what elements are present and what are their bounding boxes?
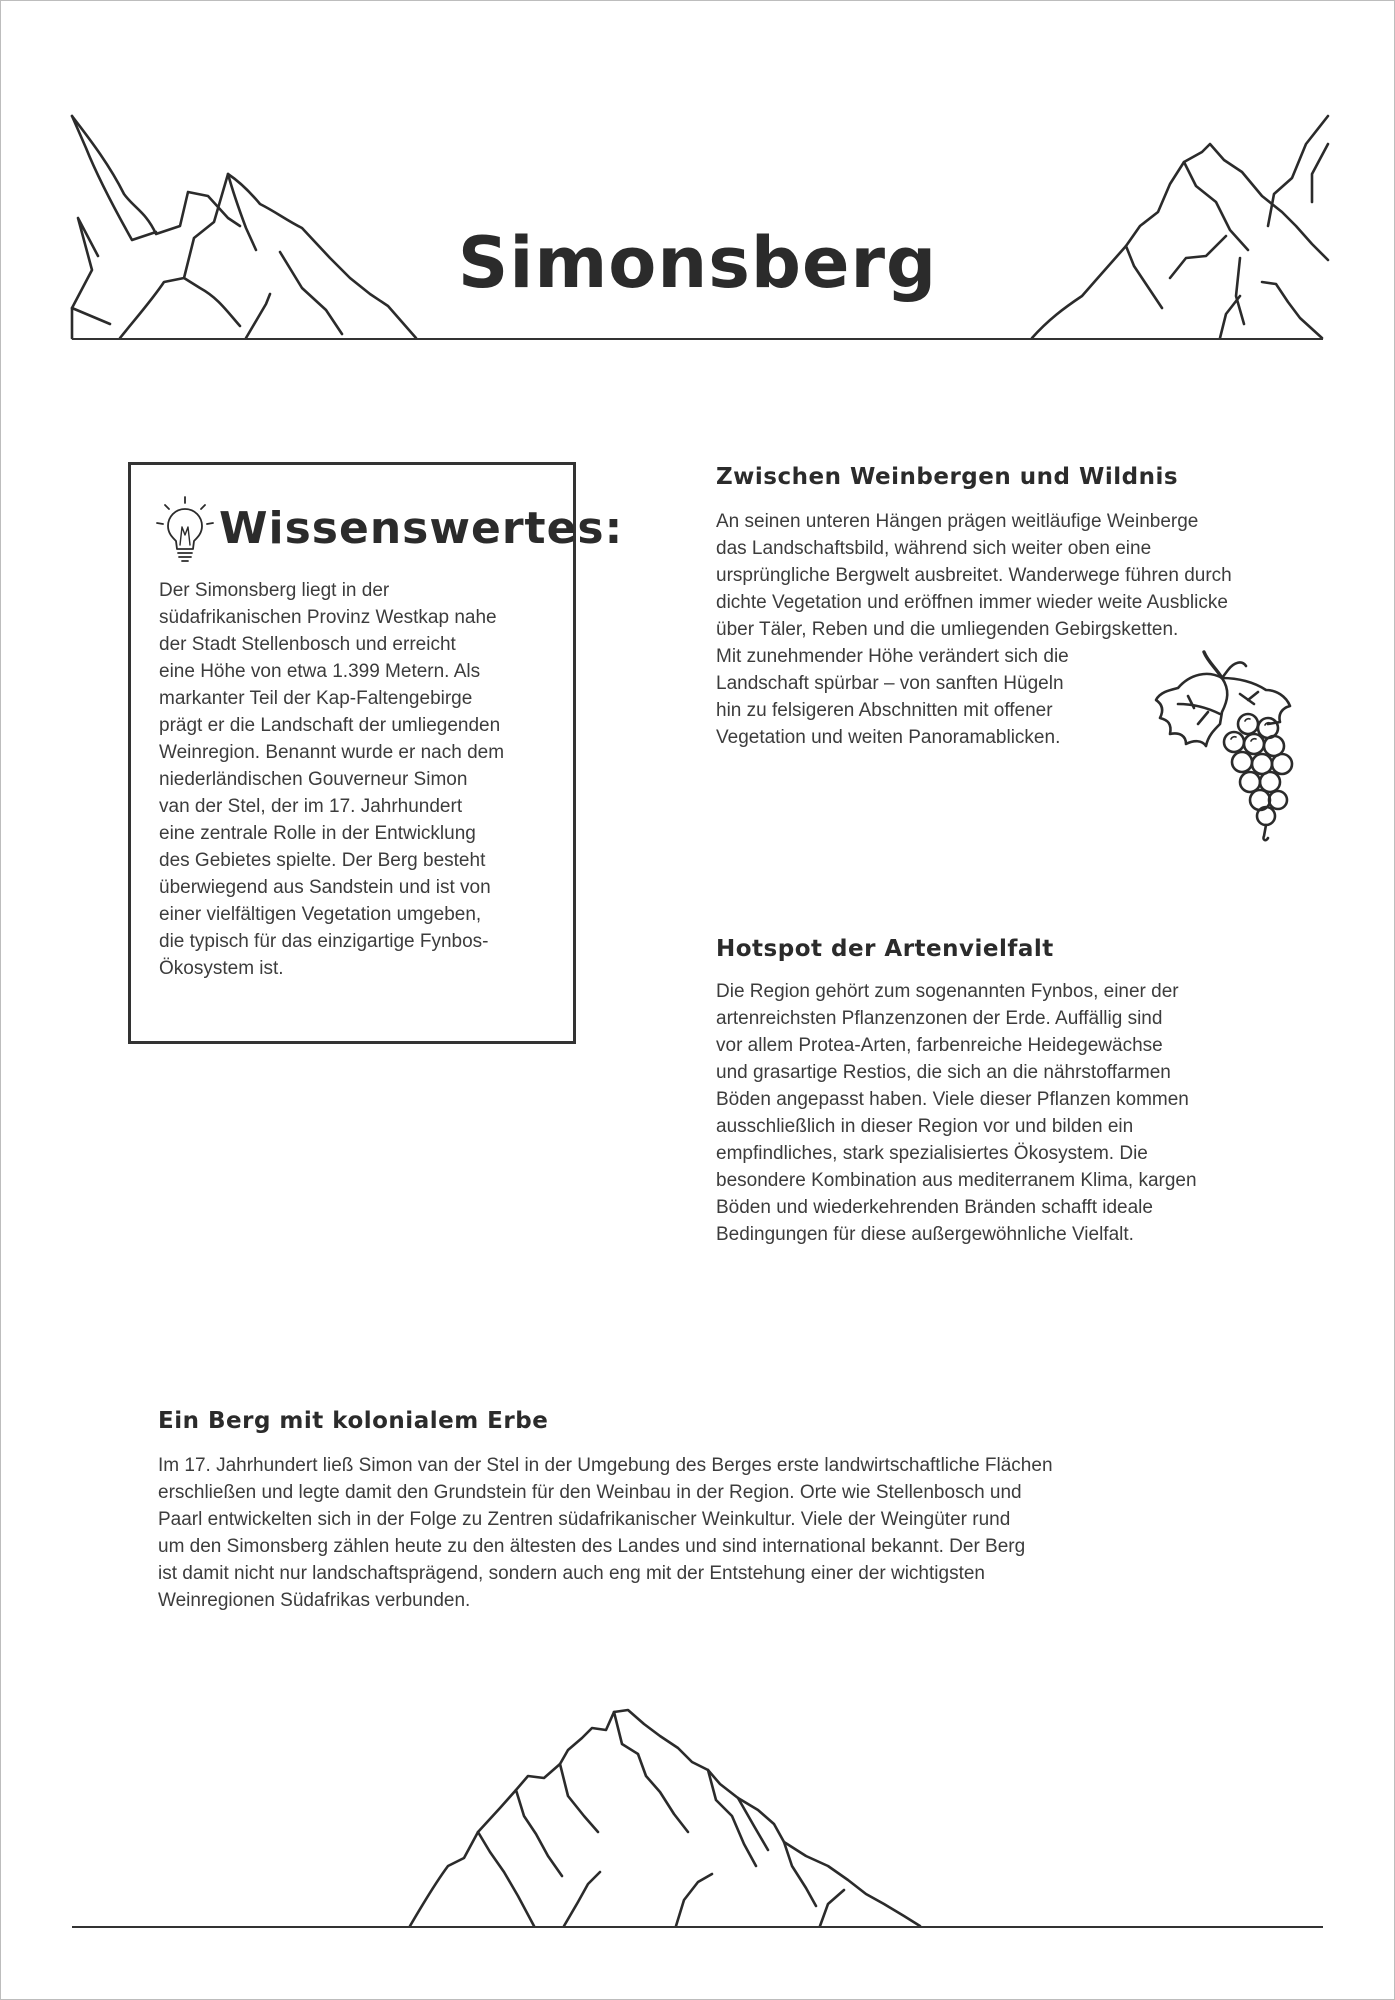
section-wine-text: An seinen unteren Hängen prägen weitläufige Weinberge das Landschaftsbild, während sich weiter oben eine ursprüngliche Bergwelt ausbreitet. Wanderwege führen durch dichte Vegetation und eröffnen immer wieder weite Ausblicke über Täler, Reben und die umliegenden Gebirgsketten. Mit zunehmender Höhe verändert sich die Landschaft spürbar – von sanften Hügeln hin zu felsigeren Abschnitten mit offener Vegetation und weiten Panoramablicken. [716, 511, 1232, 748]
lightbulb-icon [155, 495, 215, 563]
footer-mountain-icon [408, 1706, 988, 1928]
section-biodiversity-text: Die Region gehört zum sogenannten Fynbos, einer der artenreichsten Pflanzenzonen der Erde. Auffällig sind vor allem Protea-Arten, farbenreiche Heidegewächse und grasartige Restios, die sich an die nährstoffarmen Böden angepasst haben. Viele dieser Pflanzen kommen ausschließlich in dieser Region vor und bilden ein empfindliches, stark spezialisiertes Ökosystem. Die besondere Kombination aus mediterranem Klima, kargen Böden und wiederkehrenden Bränden schafft ideale Bedingungen für diese außergewöhnliche Vielfalt. [716, 981, 1197, 1245]
grapes-icon [1150, 648, 1310, 844]
info-box-heading: Wissenswertes: [219, 503, 624, 554]
footer-divider [72, 1926, 1323, 1928]
section-history-text: Im 17. Jahrhundert ließ Simon van der Stel in der Umgebung des Berges erste landwirtschaftliche Flächen erschließen und legte damit den Grundstein für den Weinbau in der Region. Orte wie Stellenbosch und Paarl entwickelten sich in der Folge zu Zentren südafrikanischer Weinkultur. Viele der Weingüter rund um den Simonsberg zählen heute zu den ältesten des Landes und sind international bekannt. Der Berg ist damit nicht nur landschaftsprägend, sondern auch eng mit der Entstehung einer der wichtigsten Weinregionen Südafrikas verbunden. [158, 1455, 1053, 1611]
info-box [128, 462, 624, 1044]
section-biodiversity-heading: Hotspot der Artenvielfalt [716, 936, 1054, 962]
section-wine-heading: Zwischen Weinbergen und Wildnis [716, 464, 1179, 490]
section-history-heading: Ein Berg mit kolonialem Erbe [158, 1408, 549, 1434]
header-divider [72, 338, 1323, 340]
info-box-text: Der Simonsberg liegt in der südafrikanischen Provinz Westkap nahe der Stadt Stellenbosch und erreicht eine Höhe von etwa 1.399 Metern. Als markanter Teil der Kap-Faltengebirge prägt er die Landschaft der umliegenden Weinregion. Benannt wurde er nach dem niederländischen Gouverneur Simon van der Stel, der im 17. Jahrhundert eine zentrale Rolle in der Entwicklung des Gebietes spielte. Der Berg besteht überwiegend aus Sandstein und ist von einer vielfältigen Vegetation umgeben, die typisch für das einzigartige Fynbos- Ökosystem ist. [159, 580, 505, 979]
page-title: Simonsberg [457, 222, 938, 304]
